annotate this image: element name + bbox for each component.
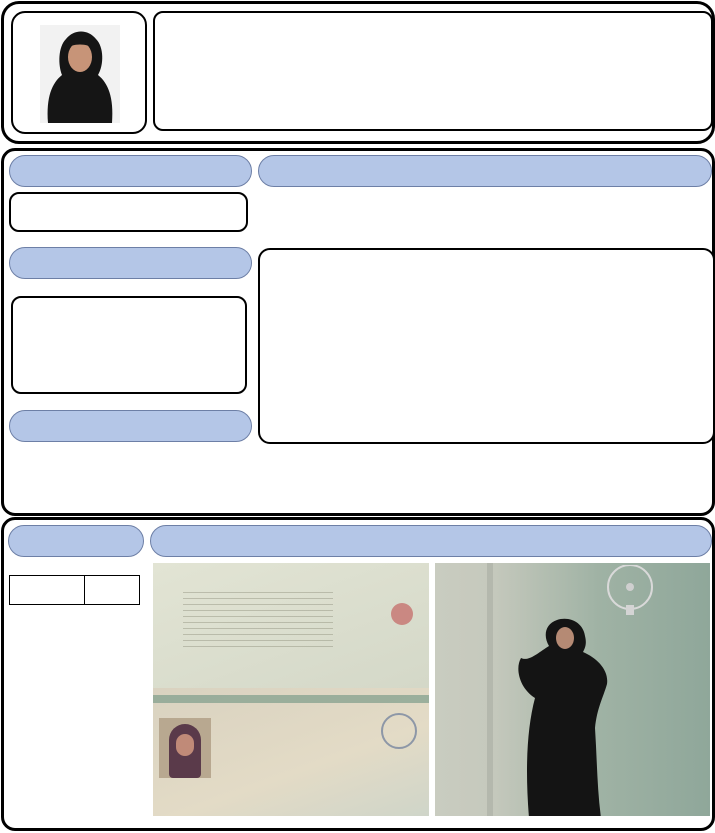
personal-info-box [258, 248, 715, 444]
work-experience-title [9, 410, 252, 442]
header-info-box [153, 11, 713, 131]
portrait-photo [40, 25, 120, 123]
country-header [10, 576, 85, 605]
instruction-banner [150, 525, 712, 557]
period-header [85, 576, 140, 605]
scan-face-photo [159, 718, 211, 778]
wall-fan-icon [600, 565, 660, 615]
photo-frame [11, 11, 147, 134]
passport-scan [153, 563, 429, 816]
scan-emblem [391, 603, 413, 625]
personal-information-title [258, 155, 712, 187]
language-box [9, 192, 248, 232]
language-known-title [9, 155, 252, 187]
experience-title [8, 525, 144, 557]
full-body-photo [435, 563, 710, 816]
scan-seal [381, 713, 417, 749]
standing-person [505, 618, 625, 816]
passport-box [11, 296, 247, 394]
country-experience-table [9, 575, 140, 605]
passport-details-title [9, 247, 252, 279]
